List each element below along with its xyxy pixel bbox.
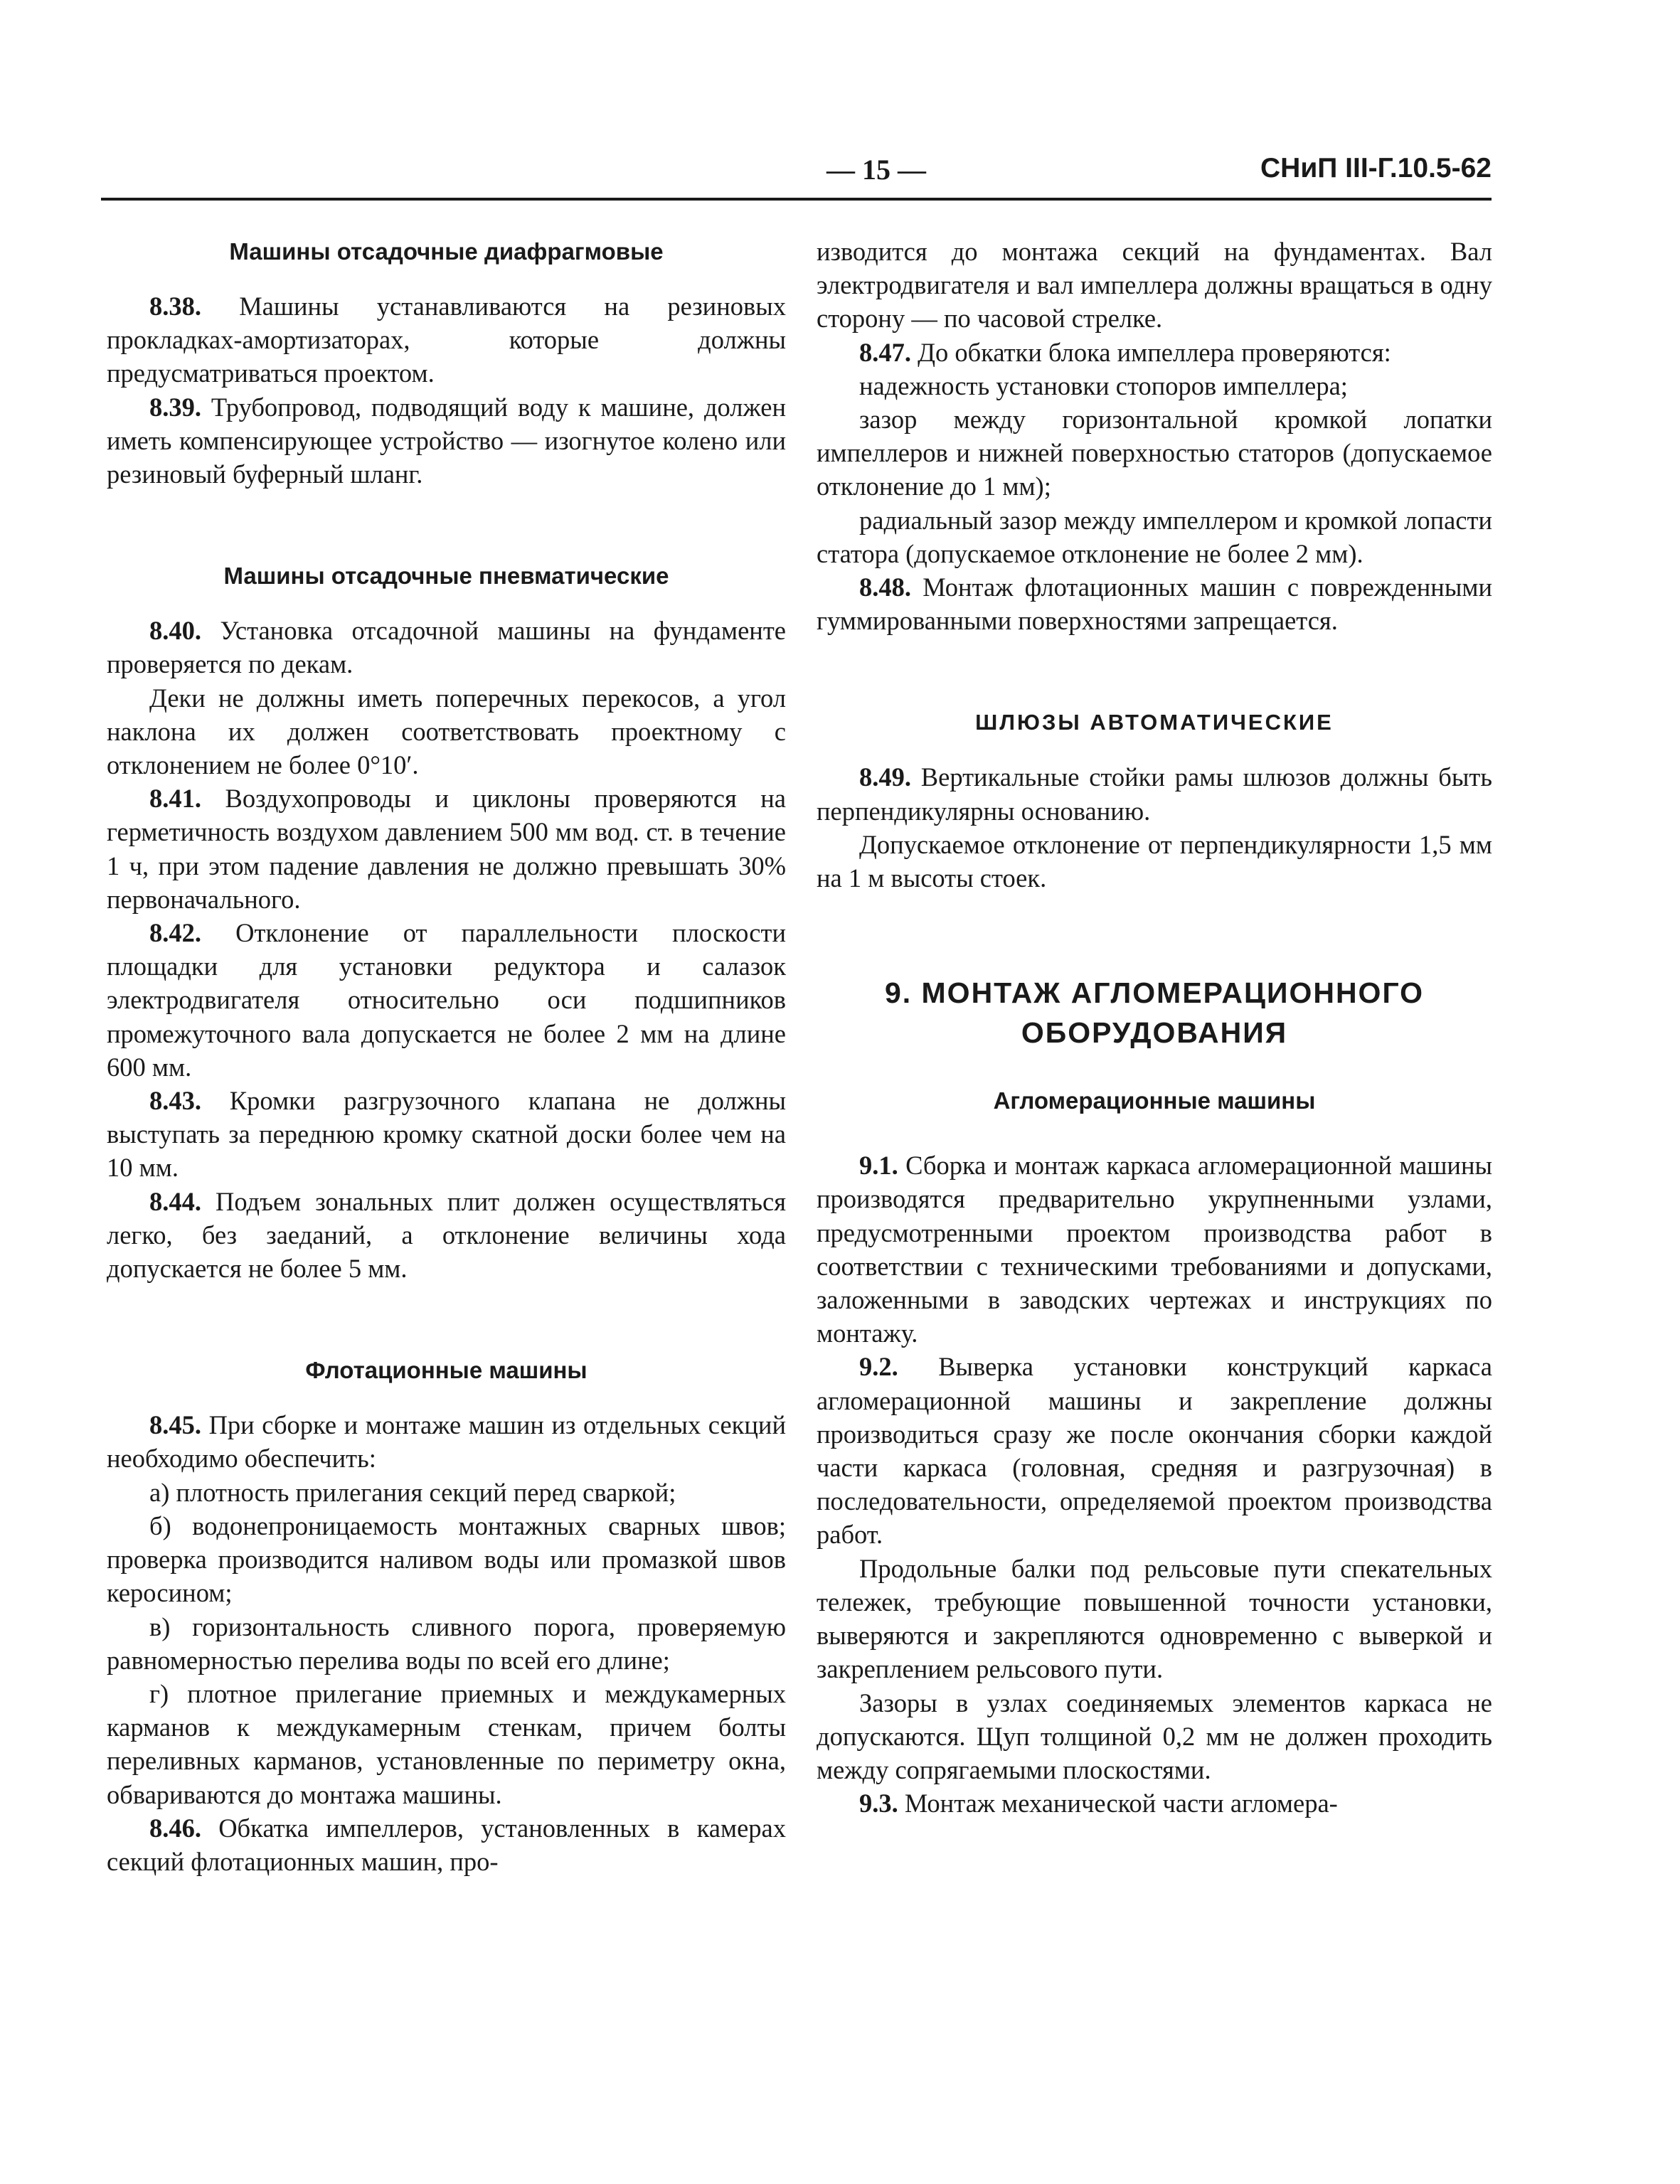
list-item-a: а) плотность прилегания секций перед сваркой;: [149, 1477, 676, 1507]
list-item-gap-blade: зазор между горизонтальной кромкой лопатки импеллеров и нижней поверхностью статоров (допускаемое отклонение до 1 мм);: [817, 405, 1492, 501]
clause-text: Выверка установки конструкций каркаса агломерационной машины и закрепление должны производиться сразу же после окончания сборки каждой части каркаса (головная, средняя и разгрузочная) в последовательности, определяемой проектом производства работ.: [817, 1352, 1492, 1550]
section-heading-automatic-sluices: ШЛЮЗЫ АВТОМАТИЧЕСКИЕ: [975, 710, 1334, 735]
section-heading-sintering-machines: Агломерационные машины: [993, 1087, 1316, 1114]
chapter-title-line-1: 9. МОНТАЖ АГЛОМЕРАЦИОННОГО: [884, 976, 1425, 1010]
clause-text: Вертикальные стойки рамы шлюзов должны быть перпендикулярны основанию.: [817, 762, 1492, 826]
clause-text: Монтаж механической части агломера-: [904, 1789, 1338, 1818]
clause-text: Отклонение от параллельности плоскости площадки для установки редуктора и салазок электродвигателя относительно оси подшипников промежуточного вала допускается не более 2 мм на длине 600 мм.: [107, 918, 786, 1082]
paragraph-8-42: [107, 916, 786, 1084]
paragraph-8-38: [107, 289, 786, 390]
paragraph-9-2-b: Продольные балки под рельсовые пути спекательных тележек, требующие повышенной точности установки, выверяются и закрепляются одновременно с выверкой и закреплением рельсового пути.: [817, 1553, 1492, 1684]
clause-number: 8.43.: [149, 1086, 201, 1116]
paragraph-9-3: [817, 1786, 1492, 1820]
list-item-b: б) водонепроницаемость монтажных сварных швов; проверка производится наливом воды или промазкой швов керосином;: [107, 1511, 786, 1608]
clause-number: 8.40.: [149, 616, 201, 646]
list-item-c: в) горизонтальность сливного порога, проверяемую равномерностью перелива воды по всей его длине;: [107, 1612, 786, 1675]
clause-number: 8.47.: [859, 337, 911, 367]
clause-number: 8.38.: [149, 292, 201, 321]
paragraph-8-46-continued: изводится до монтажа секций на фундаментах. Вал электродвигателя и вал импеллера должны вращаться в одну сторону — по часовой стрелке.: [817, 237, 1492, 334]
paragraph-8-49-b: Допускаемое отклонение от перпендикулярности 1,5 мм на 1 м высоты стоек.: [817, 829, 1492, 893]
paragraph-8-47: [817, 336, 1492, 369]
clause-text: Кромки разгрузочного клапана не должны выступать за переднюю кромку скатной доски более чем на 10 мм.: [107, 1086, 787, 1183]
paragraph-8-44: [107, 1185, 786, 1286]
page-number: — 15 —: [826, 154, 926, 186]
paragraph-8-39: [107, 390, 786, 491]
clause-text: Трубопровод, подводящий воду к машине, должен иметь компенсирующее устройство — изогнутое колено или резиновый буферный шланг.: [107, 392, 786, 489]
clause-number: 9.1.: [859, 1151, 898, 1181]
clause-number: 8.42.: [149, 918, 201, 948]
clause-text: При сборке и монтаже машин из отдельных секций необходимо обеспечить:: [107, 1410, 786, 1474]
clause-text: Подъем зональных плит должен осуществляться легко, без заеданий, а отклонение величины хода допускается не более 5 мм.: [107, 1186, 786, 1284]
document-code: СНиП III-Г.10.5-62: [1260, 153, 1492, 183]
page-header: [101, 153, 1492, 196]
clause-number: 9.2.: [859, 1352, 898, 1382]
paragraph-9-2-c: Зазоры в узлах соединяемых элементов каркаса не допускаются. Щуп толщиной 0,2 мм не должен проходить между сопрягаемыми плоскостями.: [817, 1688, 1492, 1784]
list-item-d: г) плотное прилегание приемных и междукамерных карманов к междукамерным стенкам, причем болты переливных карманов, установленные по периметру окна, обвариваются до монтажа машины.: [107, 1678, 786, 1809]
section-heading-diaphragm-jigs: Машины отсадочные диафрагмовые: [229, 238, 664, 265]
paragraph-8-43: [107, 1084, 786, 1185]
clause-number: 8.39.: [149, 392, 201, 422]
clause-number: 8.45.: [149, 1410, 201, 1440]
clause-text: До обкатки блока импеллера проверяются:: [918, 337, 1391, 367]
clause-number: 8.48.: [859, 572, 911, 602]
paragraph-8-40-b: Деки не должны иметь поперечных перекосов, а угол наклона их должен соответствовать проектному с отклонением не более 0°10′.: [107, 683, 786, 780]
paragraph-8-48: [817, 570, 1492, 637]
paragraph-9-2: [817, 1350, 1492, 1551]
clause-number: 8.44.: [149, 1186, 201, 1216]
clause-text: Машины устанавливаются на резиновых прокладках-амортизаторах, которые должны предусматриваться проектом.: [107, 292, 786, 388]
paragraph-8-46: [107, 1811, 786, 1878]
header-rule: [101, 198, 1492, 201]
right-column: [817, 235, 1492, 1820]
section-heading-flotation-machines: Флотационные машины: [305, 1357, 588, 1384]
clause-text: Установка отсадочной машины на фундаменте проверяется по декам.: [107, 616, 786, 679]
clause-text: Монтаж флотационных машин с поврежденными гуммированными поверхностями запрещается.: [817, 572, 1492, 636]
clause-number: 9.3.: [859, 1789, 898, 1818]
clause-number: 8.41.: [149, 784, 201, 814]
clause-text: Обкатка импеллеров, установленных в камерах секций флотационных машин, про-: [107, 1813, 786, 1876]
paragraph-8-49: [817, 760, 1492, 827]
chapter-title-line-2: ОБОРУДОВАНИЯ: [1021, 1016, 1288, 1050]
list-item-stoppers: надежность установки стопоров импеллера;: [859, 371, 1348, 400]
paragraph-8-45: [107, 1408, 786, 1475]
section-heading-pneumatic-jigs: Машины отсадочные пневматические: [223, 563, 669, 590]
list-item-radial-gap: радиальный зазор между импеллером и кромкой лопасти статора (допускаемое отклонение не более 2 мм).: [817, 505, 1492, 568]
clause-text: Воздухопроводы и циклоны проверяются на герметичность воздухом давлением 500 мм вод. ст. в течение 1 ч, при этом падение давления не должно превышать 30% первоначального.: [107, 784, 786, 914]
left-column: [107, 235, 786, 1878]
paragraph-9-1: [817, 1149, 1492, 1350]
paragraph-8-40: [107, 614, 786, 681]
clause-text: Сборка и монтаж каркаса агломерационной машины производятся предварительно укрупненными узлами, предусмотренными проектом производства работ в соответствии с техническими требованиями и допусками, заложенными в заводских чертежах и инструкциях по монтажу.: [817, 1151, 1493, 1348]
clause-number: 8.49.: [859, 762, 911, 792]
paragraph-8-41: [107, 782, 786, 916]
clause-number: 8.46.: [149, 1813, 201, 1843]
